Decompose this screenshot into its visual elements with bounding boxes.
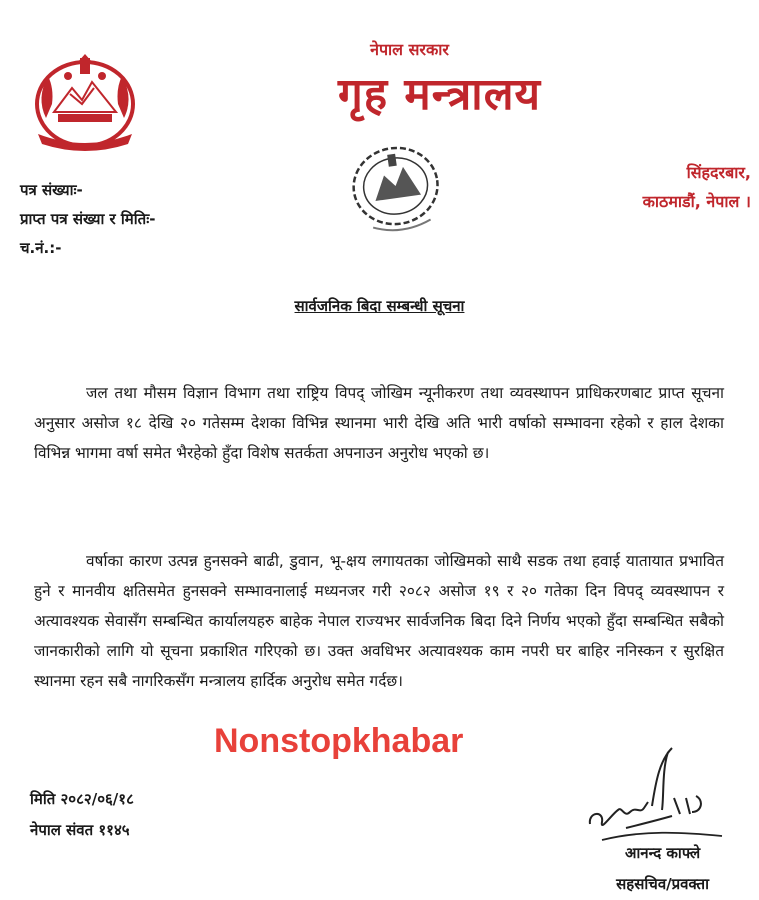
address-line-2: काठमाडौं, नेपाल ।: [642, 192, 751, 211]
paragraph-1-text: जल तथा मौसम विज्ञान विभाग तथा राष्ट्रिय विपद् जोखिम न्यूनीकरण तथा व्यवस्थापन प्राधिकरणबाट प्राप्त सूचना अनुसार असोज १८ देखि २० गतेसम्म देशका विभिन्न स्थानमा भारी देखि अति भारी वर्षाको सम्भावना रहेको र हाल देशका विभिन्न भागमा वर्षा समेत भैरहेको हुँदा विशेष सतर्कता अपनाउन अनुरोध भएको छ।: [34, 384, 724, 462]
signature-icon: [582, 740, 732, 848]
signer-title: सहसचिव/प्रवक्ता: [616, 875, 709, 893]
date-block: [30, 784, 134, 846]
paragraph-2-text: वर्षाका कारण उत्पन्न हुनसक्ने बाढी, डुवान, भू-क्षय लगायतका जोखिमको साथै सडक तथा हवाई यातायात प्रभावित हुने र मानवीय क्षतिसमेत हुनसक्ने सम्भावनालाई मध्यनजर गरी २०८२ असोज १९ र २० गतेका दिन विपद् व्यवस्थापन र अत्यावश्यक सेवासँग सम्बन्धित कार्यालयहरु बाहेक नेपाल राज्यभर सार्वजनिक बिदा दिने निर्णय भएको हुँदा सम्बन्धित सबैको जानकारीको लागि यो सूचना प्रकाशित गरिएको छ। उक्त अवधिभर अत्यावश्यक काम नपरी घर बाहिर ननिस्कन र सुरक्षित स्थानमा रहन सबै नागरिकसँग मन्त्रालय हार्दिक अनुरोध समेत गर्दछ।: [34, 552, 724, 690]
signer-name: आनन्द काफ्ले: [624, 844, 701, 862]
notice-title: [0, 296, 759, 316]
ministry-address: [643, 158, 751, 216]
dispatch-number-label: च.नं.:-: [20, 239, 62, 257]
reference-fields: [20, 176, 155, 263]
stamp-seal-icon: [346, 140, 446, 238]
notice-paragraph-1: [34, 378, 724, 468]
watermark-text: Nonstopkhabar: [214, 722, 464, 760]
signer-block: [616, 838, 709, 900]
notice-paragraph-2: [34, 546, 724, 696]
letter-number-label: पत्र संख्याः-: [20, 181, 83, 199]
notice-title-text: सार्वजनिक बिदा सम्बन्धी सूचना: [294, 297, 465, 315]
nepal-samvat-date: नेपाल संवत ११४५: [30, 821, 130, 839]
ministry-name: गृह मन्त्रालय: [337, 69, 542, 120]
issue-date: मिति २०८२/०६/१८: [30, 790, 134, 808]
received-letter-label: प्राप्त पत्र संख्या र मितिः-: [20, 210, 156, 228]
government-name: नेपाल सरकार: [370, 40, 449, 59]
address-line-1: सिंहदरबार,: [686, 163, 751, 182]
